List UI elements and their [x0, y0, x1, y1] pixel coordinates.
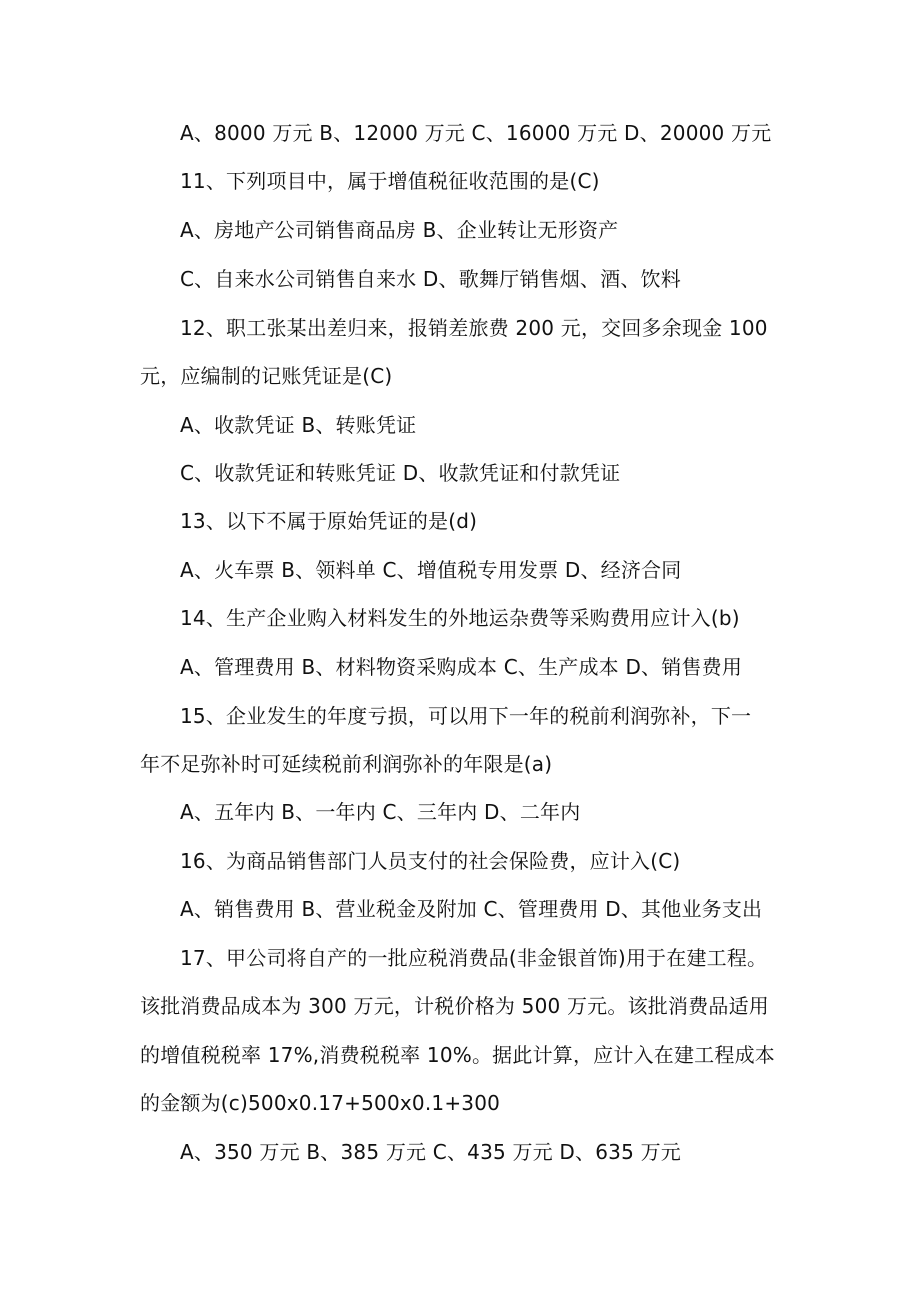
q13-options: A、火车票 B、领料单 C、增值税专用发票 D、经济合同	[180, 558, 682, 582]
q17-options: A、350 万元 B、385 万元 C、435 万元 D、635 万元	[180, 1140, 681, 1164]
q17-question-line3: 的增值税税率 17%,消费税税率 10%。据此计算，应计入在建工程成本	[140, 1043, 775, 1067]
q17-question-line4: 的金额为(c)500x0.17+500x0.1+300	[140, 1091, 501, 1115]
q11-options-ab: A、房地产公司销售商品房 B、企业转让无形资产	[180, 218, 619, 242]
q15-options: A、五年内 B、一年内 C、三年内 D、二年内	[180, 800, 581, 824]
q17-question-line1: 17、甲公司将自产的一批应税消费品(非金银首饰)用于在建工程。	[180, 946, 768, 970]
q10-options: A、8000 万元 B、12000 万元 C、16000 万元 D、20000 万元	[180, 121, 772, 145]
q14-question: 14、生产企业购入材料发生的外地运杂费等采购费用应计入(b)	[180, 606, 740, 630]
q15-question-line1: 15、企业发生的年度亏损，可以用下一年的税前利润弥补，下一	[180, 704, 752, 728]
q12-question-line1: 12、职工张某出差归来，报销差旅费 200 元，交回多余现金 100	[180, 316, 768, 340]
q12-options-ab: A、收款凭证 B、转账凭证	[180, 413, 417, 437]
q11-options-cd: C、自来水公司销售自来水 D、歌舞厅销售烟、酒、饮料	[180, 267, 681, 291]
q11-question: 11、下列项目中，属于增值税征收范围的是(C)	[180, 169, 600, 193]
q16-question: 16、为商品销售部门人员支付的社会保险费，应计入(C)	[180, 849, 681, 873]
q15-question-line2: 年不足弥补时可延续税前利润弥补的年限是(a)	[140, 752, 553, 776]
q16-options: A、销售费用 B、营业税金及附加 C、管理费用 D、其他业务支出	[180, 897, 763, 921]
q17-question-line2: 该批消费品成本为 300 万元，计税价格为 500 万元。该批消费品适用	[140, 994, 769, 1018]
q12-options-cd: C、收款凭证和转账凭证 D、收款凭证和付款凭证	[180, 461, 621, 485]
q13-question: 13、以下不属于原始凭证的是(d)	[180, 509, 478, 533]
q14-options: A、管理费用 B、材料物资采购成本 C、生产成本 D、销售费用	[180, 655, 743, 679]
q12-question-line2: 元，应编制的记账凭证是(C)	[140, 364, 393, 388]
